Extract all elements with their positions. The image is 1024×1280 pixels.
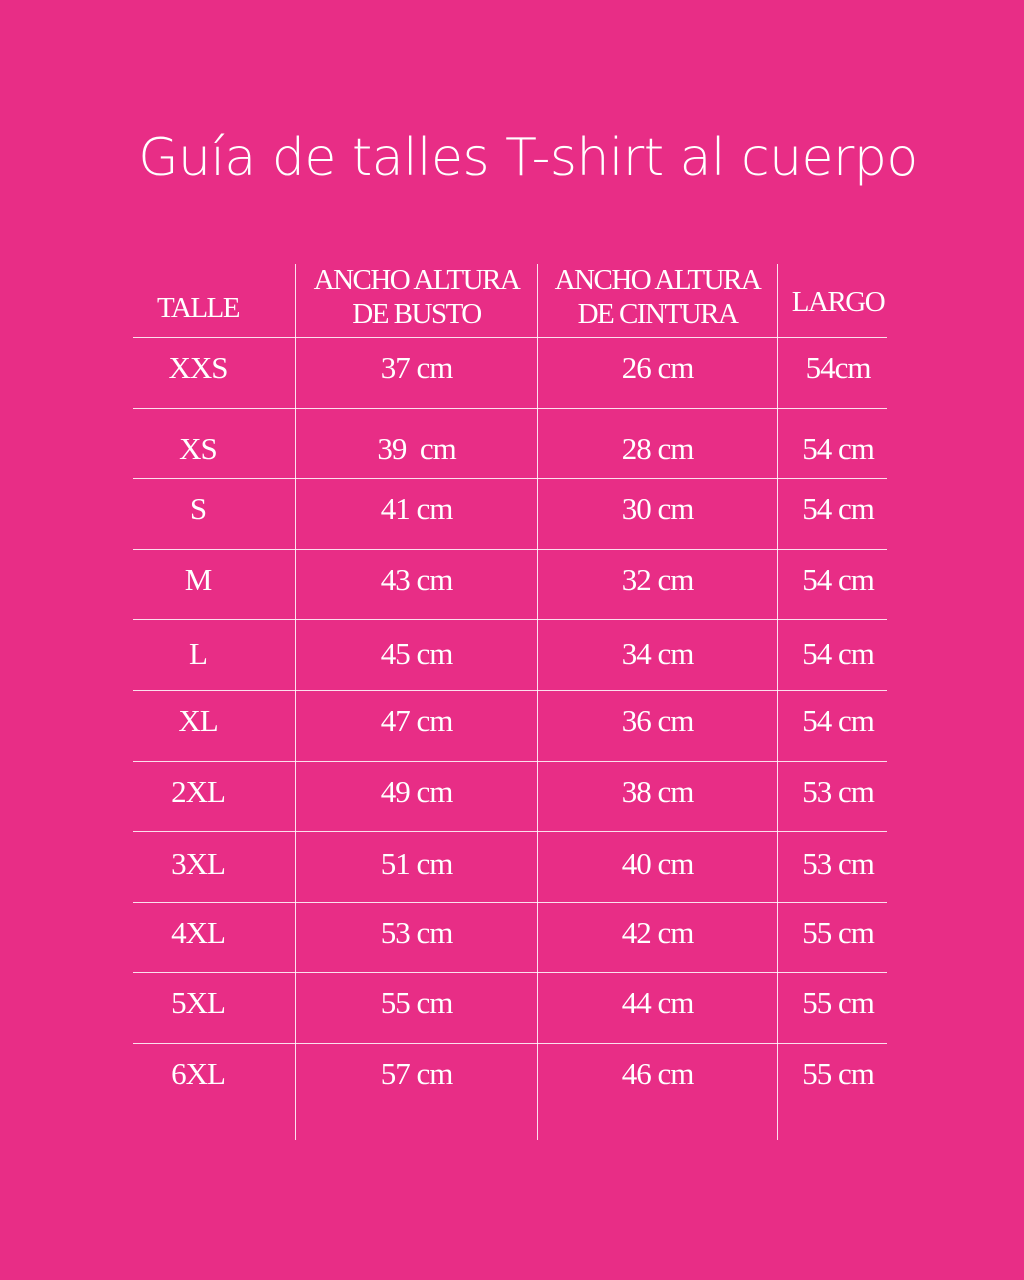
header-busto-line1: ANCHO ALTURA <box>313 264 520 296</box>
cell-busto: 37 cm <box>380 350 453 385</box>
cell-busto: 41 cm <box>380 491 453 526</box>
cell-busto: 49 cm <box>380 774 453 809</box>
cell-cintura: 28 cm <box>621 431 694 466</box>
cell-cintura: 30 cm <box>621 491 694 526</box>
cell-talle: 5XL <box>171 985 225 1020</box>
cell-talle: 2XL <box>171 774 225 809</box>
cell-cintura: 32 cm <box>621 562 694 597</box>
cell-cintura: 44 cm <box>621 985 694 1020</box>
cell-busto: 45 cm <box>380 636 453 671</box>
cell-cintura: 46 cm <box>621 1056 694 1091</box>
cell-talle: 6XL <box>171 1056 225 1091</box>
header-talle <box>133 262 263 336</box>
cell-talle: XXS <box>168 350 228 385</box>
header-largo <box>778 262 898 336</box>
table-row <box>133 833 887 903</box>
table-row <box>133 902 887 972</box>
cell-largo: 54 cm <box>802 491 874 526</box>
cell-busto: 55 cm <box>380 985 453 1020</box>
table-row <box>133 1043 887 1113</box>
cell-largo: 54 cm <box>802 562 874 597</box>
table-row <box>133 337 887 407</box>
row-divider <box>133 408 887 409</box>
cell-largo: 53 cm <box>802 846 874 881</box>
cell-busto: 57 cm <box>380 1056 453 1091</box>
cell-largo: 54 cm <box>802 431 874 466</box>
cell-largo: 54 cm <box>802 703 874 738</box>
cell-largo: 53 cm <box>802 774 874 809</box>
cell-largo: 55 cm <box>802 1056 874 1091</box>
cell-busto: 39 cm <box>377 431 456 466</box>
cell-cintura: 26 cm <box>621 350 694 385</box>
cell-largo: 55 cm <box>802 985 874 1020</box>
cell-cintura: 36 cm <box>621 703 694 738</box>
cell-talle: XL <box>178 703 218 738</box>
row-divider <box>133 619 887 620</box>
cell-talle: S <box>189 491 207 526</box>
cell-talle: 4XL <box>171 915 225 950</box>
cell-busto: 53 cm <box>380 915 453 950</box>
cell-busto: 43 cm <box>380 562 453 597</box>
cell-talle: XS <box>179 431 217 466</box>
cell-busto: 47 cm <box>380 703 453 738</box>
header-cintura-line2: DE CINTURA <box>577 298 738 330</box>
table-row <box>133 690 887 760</box>
table-row <box>133 761 887 831</box>
cell-cintura: 38 cm <box>621 774 694 809</box>
header-busto-line2: DE BUSTO <box>352 298 481 330</box>
table-row <box>133 549 887 619</box>
header-busto <box>296 262 537 336</box>
cell-cintura: 40 cm <box>621 846 694 881</box>
table-row <box>133 972 887 1042</box>
cell-cintura: 34 cm <box>621 636 694 671</box>
header-largo-label: LARGO <box>791 286 885 318</box>
header-talle-label: TALLE <box>157 292 239 324</box>
cell-largo: 54cm <box>805 350 871 385</box>
cell-largo: 54 cm <box>802 636 874 671</box>
table-row <box>133 478 887 548</box>
cell-cintura: 42 cm <box>621 915 694 950</box>
table-row <box>133 623 887 693</box>
cell-busto: 51 cm <box>380 846 453 881</box>
cell-talle: M <box>184 562 212 597</box>
header-cintura <box>538 262 777 336</box>
header-cintura-line1: ANCHO ALTURA <box>554 264 761 296</box>
cell-talle: L <box>189 636 207 671</box>
page-title: Guía de talles T-shirt al cuerpo <box>138 128 918 188</box>
row-divider <box>133 831 887 832</box>
cell-largo: 55 cm <box>802 915 874 950</box>
cell-talle: 3XL <box>171 846 225 881</box>
